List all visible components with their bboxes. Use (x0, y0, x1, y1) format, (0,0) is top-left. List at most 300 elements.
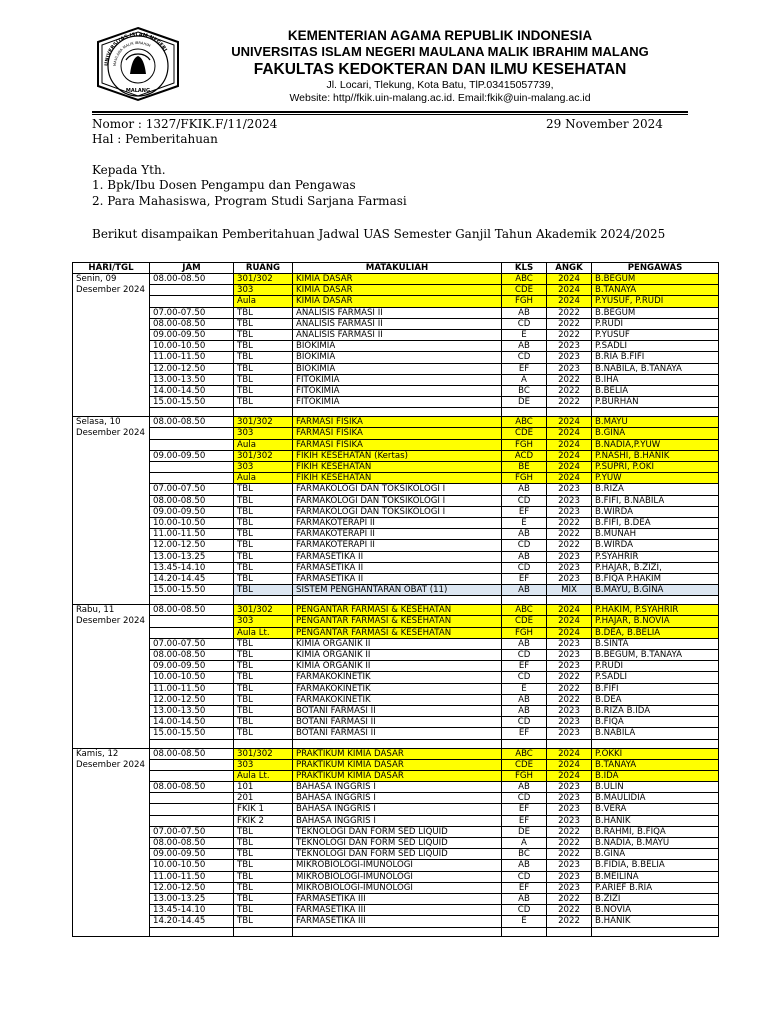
pengawas-cell: B.MEILINA (592, 871, 719, 882)
ruang-cell: TBL (234, 650, 293, 661)
matakuliah-cell: FIKIH KESEHATAN (293, 462, 502, 473)
table-row (73, 705, 719, 716)
pengawas-cell: B.HANIK (592, 916, 719, 927)
spacer-row (73, 739, 719, 748)
pengawas-cell: B.SINTA (592, 638, 719, 649)
matakuliah-cell: TEKNOLOGI DAN FORM SED LIQUID (293, 838, 502, 849)
matakuliah-cell: FITOKIMIA (293, 385, 502, 396)
matakuliah-cell: PENGANTAR FARMASI & KESEHATAN (293, 627, 502, 638)
ruang-cell: TBL (234, 562, 293, 573)
kls-cell: AB (502, 307, 547, 318)
kls-cell: EF (502, 573, 547, 584)
table-row (73, 551, 719, 562)
table-row (73, 804, 719, 815)
pengawas-cell: B.TANAYA (592, 285, 719, 296)
kls-cell: AB (502, 694, 547, 705)
letter-date: 29 November 2024 (546, 117, 663, 131)
table-row (73, 605, 719, 616)
ruang-cell: TBL (234, 871, 293, 882)
angk-cell: 2022 (547, 517, 592, 528)
ruang-cell: TBL (234, 385, 293, 396)
pengawas-cell: B.DEA, B.BELIA (592, 627, 719, 638)
kls-cell: CDE (502, 759, 547, 770)
ruang-cell: TBL (234, 893, 293, 904)
pengawas-cell: B.FIQA P.HAKIM (592, 573, 719, 584)
svg-text:MALANG: MALANG (125, 88, 151, 94)
pengawas-cell: P.RUDI (592, 318, 719, 329)
ruang-cell: TBL (234, 307, 293, 318)
table-row (73, 849, 719, 860)
jam-cell: 09.00-09.50 (150, 506, 234, 517)
table-row (73, 661, 719, 672)
angk-cell: 2023 (547, 363, 592, 374)
table-row (73, 329, 719, 340)
table-row (73, 318, 719, 329)
pengawas-cell: B.RIZA (592, 484, 719, 495)
angk-cell: 2024 (547, 616, 592, 627)
ruang-cell: TBL (234, 529, 293, 540)
kls-cell: AB (502, 782, 547, 793)
jam-cell: 13.00-13.50 (150, 705, 234, 716)
pengawas-cell: P.HAKIM, P.SYAHRIR (592, 605, 719, 616)
pengawas-cell: B.RIZA B.IDA (592, 705, 719, 716)
kls-cell: EF (502, 815, 547, 826)
kls-cell: AB (502, 860, 547, 871)
jam-cell: 11.00-11.50 (150, 683, 234, 694)
pengawas-cell: B.BEGUM, B.TANAYA (592, 650, 719, 661)
matakuliah-cell: FARMAKOTERAPI II (293, 517, 502, 528)
ruang-cell: FKIK 1 (234, 804, 293, 815)
angk-cell: 2023 (547, 551, 592, 562)
header-ruang: RUANG (234, 263, 293, 274)
pengawas-cell: P.HAJAR, B.NOVIA (592, 616, 719, 627)
ruang-cell: TBL (234, 329, 293, 340)
jam-cell: 13.00-13.25 (150, 551, 234, 562)
angk-cell: 2022 (547, 683, 592, 694)
pengawas-cell: B.WIRDA (592, 540, 719, 551)
ruang-cell: TBL (234, 638, 293, 649)
kls-cell: AB (502, 341, 547, 352)
pengawas-cell: P.RUDI (592, 661, 719, 672)
jam-cell: 15.00-15.50 (150, 585, 234, 596)
pengawas-cell: P.SUPRI, P.OKI (592, 462, 719, 473)
kls-cell: CDE (502, 285, 547, 296)
kls-cell: FGH (502, 770, 547, 781)
jam-cell: 14.00-14.50 (150, 717, 234, 728)
kls-cell: BE (502, 462, 547, 473)
empty-cell (502, 408, 547, 417)
matakuliah-cell: FARMAKOKINETIK (293, 694, 502, 705)
table-row (73, 439, 719, 450)
spacer-row (73, 596, 719, 605)
matakuliah-cell: PRAKTIKUM KIMIA DASAR (293, 748, 502, 759)
ruang-cell: TBL (234, 905, 293, 916)
ruang-cell: TBL (234, 683, 293, 694)
kls-cell: CD (502, 871, 547, 882)
table-row (73, 871, 719, 882)
table-row (73, 473, 719, 484)
table-row (73, 374, 719, 385)
jam-cell: 07.00-07.50 (150, 826, 234, 837)
ruang-cell: TBL (234, 506, 293, 517)
jam-cell: 13.45-14.10 (150, 562, 234, 573)
empty-cell (547, 596, 592, 605)
ruang-cell: TBL (234, 860, 293, 871)
kls-cell: A (502, 374, 547, 385)
jam-cell (150, 428, 234, 439)
kls-cell: AB (502, 705, 547, 716)
ruang-cell: TBL (234, 661, 293, 672)
jam-cell: 11.00-11.50 (150, 871, 234, 882)
angk-cell: 2023 (547, 352, 592, 363)
table-row (73, 815, 719, 826)
table-row (73, 307, 719, 318)
empty-cell (293, 927, 502, 936)
jam-cell: 08.00-08.50 (150, 782, 234, 793)
ruang-cell: TBL (234, 374, 293, 385)
matakuliah-cell: BIOKIMIA (293, 352, 502, 363)
matakuliah-cell: PRAKTIKUM KIMIA DASAR (293, 759, 502, 770)
table-row (73, 717, 719, 728)
pengawas-cell: P.HAJAR, B.ZIZI, (592, 562, 719, 573)
jam-cell (150, 804, 234, 815)
pengawas-cell: B.ZIZI (592, 893, 719, 904)
angk-cell: 2022 (547, 540, 592, 551)
kls-cell: AB (502, 529, 547, 540)
table-row (73, 274, 719, 285)
pengawas-cell: B.VERA (592, 804, 719, 815)
table-row (73, 793, 719, 804)
kls-cell: E (502, 329, 547, 340)
kls-cell: EF (502, 728, 547, 739)
jam-cell: 13.45-14.10 (150, 905, 234, 916)
kls-cell: E (502, 683, 547, 694)
jam-cell (150, 793, 234, 804)
header-rule (92, 111, 688, 113)
angk-cell: 2024 (547, 473, 592, 484)
matakuliah-cell: FARMAKOTERAPI II (293, 540, 502, 551)
ruang-cell: TBL (234, 705, 293, 716)
angk-cell: 2022 (547, 374, 592, 385)
pengawas-cell: B.FIDIA, B.BELIA (592, 860, 719, 871)
pengawas-cell: B.FIFI (592, 683, 719, 694)
matakuliah-cell: SISTEM PENGHANTARAN OBAT (11) (293, 585, 502, 596)
ruang-cell: TBL (234, 573, 293, 584)
kls-cell: EF (502, 661, 547, 672)
empty-cell (234, 408, 293, 417)
table-row (73, 694, 719, 705)
jam-cell: 08.00-08.50 (150, 417, 234, 428)
pengawas-cell: B.BELIA (592, 385, 719, 396)
matakuliah-cell: BOTANI FARMASI II (293, 728, 502, 739)
matakuliah-cell: FARMASETIKA II (293, 551, 502, 562)
svg-text:UNIVERSITAS ISLAM NEGERI: UNIVERSITAS ISLAM NEGERI (103, 31, 168, 67)
pengawas-cell: B.FIQA (592, 717, 719, 728)
pengawas-cell: P.YUSUF (592, 329, 719, 340)
table-row (73, 748, 719, 759)
angk-cell: 2024 (547, 274, 592, 285)
matakuliah-cell: KIMIA ORGANIK II (293, 638, 502, 649)
jam-cell: 07.00-07.50 (150, 484, 234, 495)
table-row (73, 397, 719, 408)
angk-cell: 2022 (547, 329, 592, 340)
pengawas-cell: B.BEGUM (592, 307, 719, 318)
letter-intro: Berikut disampaikan Pemberitahuan Jadwal UAS Semester Ganjil Tahun Akademik 2024/2025 (92, 227, 666, 241)
day-date-cell: Selasa, 10 Desember 2024 (73, 417, 150, 605)
empty-cell (502, 596, 547, 605)
kls-cell: FGH (502, 439, 547, 450)
svg-text:MAULANA MALIK IBRAHIM: MAULANA MALIK IBRAHIM (112, 40, 152, 67)
pengawas-cell: B.MUNAH (592, 529, 719, 540)
table-row (73, 428, 719, 439)
pengawas-cell: B.WIRDA (592, 506, 719, 517)
ruang-cell: TBL (234, 882, 293, 893)
angk-cell: 2024 (547, 285, 592, 296)
kls-cell: CD (502, 793, 547, 804)
table-row (73, 638, 719, 649)
table-row (73, 417, 719, 428)
pengawas-cell: P.SADLI (592, 672, 719, 683)
table-row (73, 616, 719, 627)
ruang-cell: TBL (234, 849, 293, 860)
table-row (73, 517, 719, 528)
ruang-cell: Aula (234, 296, 293, 307)
matakuliah-cell: FARMAKOLOGI DAN TOKSIKOLOGI I (293, 506, 502, 517)
matakuliah-cell: BIOKIMIA (293, 341, 502, 352)
angk-cell: 2024 (547, 417, 592, 428)
angk-cell: 2023 (547, 650, 592, 661)
matakuliah-cell: ANALISIS FARMASI II (293, 318, 502, 329)
header-matakuliah: MATAKULIAH (293, 263, 502, 274)
matakuliah-cell: FARMASI FISIKA (293, 417, 502, 428)
angk-cell: 2023 (547, 815, 592, 826)
jam-cell: 12.00-12.50 (150, 694, 234, 705)
table-row (73, 782, 719, 793)
kls-cell: EF (502, 804, 547, 815)
ruang-cell: TBL (234, 916, 293, 927)
table-row (73, 672, 719, 683)
pengawas-cell: P.YUW (592, 473, 719, 484)
matakuliah-cell: PRAKTIKUM KIMIA DASAR (293, 770, 502, 781)
ruang-cell: 301/302 (234, 274, 293, 285)
matakuliah-cell: KIMIA ORGANIK II (293, 661, 502, 672)
table-row (73, 683, 719, 694)
jam-cell: 14.00-14.50 (150, 385, 234, 396)
table-row (73, 506, 719, 517)
empty-cell (234, 927, 293, 936)
jam-cell: 08.00-08.50 (150, 274, 234, 285)
pengawas-cell: P.OKKI (592, 748, 719, 759)
matakuliah-cell: TEKNOLOGI DAN FORM SED LIQUID (293, 826, 502, 837)
pengawas-cell: P.ARIEF B.RIA (592, 882, 719, 893)
matakuliah-cell: FARMAKOLOGI DAN TOKSIKOLOGI I (293, 484, 502, 495)
table-row (73, 352, 719, 363)
jam-cell (150, 616, 234, 627)
jam-cell: 08.00-08.50 (150, 495, 234, 506)
empty-cell (547, 408, 592, 417)
matakuliah-cell: PENGANTAR FARMASI & KESEHATAN (293, 605, 502, 616)
matakuliah-cell: MIKROBIOLOGI-IMUNOLOGI (293, 882, 502, 893)
letterhead (0, 0, 768, 112)
ruang-cell: TBL (234, 540, 293, 551)
ruang-cell: TBL (234, 484, 293, 495)
header-angk: ANGK (547, 263, 592, 274)
kls-cell: ACD (502, 450, 547, 461)
ruang-cell: 301/302 (234, 605, 293, 616)
matakuliah-cell: BOTANI FARMASI II (293, 705, 502, 716)
empty-cell (150, 927, 234, 936)
table-row (73, 573, 719, 584)
ruang-cell: TBL (234, 694, 293, 705)
empty-cell (547, 739, 592, 748)
empty-cell (592, 927, 719, 936)
ruang-cell: TBL (234, 363, 293, 374)
angk-cell: 2022 (547, 694, 592, 705)
ruang-cell: Aula Lt. (234, 770, 293, 781)
matakuliah-cell: FARMAKOKINETIK (293, 672, 502, 683)
angk-cell: 2023 (547, 705, 592, 716)
day-date-cell: Kamis, 12 Desember 2024 (73, 748, 150, 936)
kls-cell: BC (502, 385, 547, 396)
kls-cell: CD (502, 352, 547, 363)
pengawas-cell: B.IDA (592, 770, 719, 781)
jam-cell: 11.00-11.50 (150, 352, 234, 363)
kls-cell: AB (502, 484, 547, 495)
matakuliah-cell: FARMASETIKA II (293, 573, 502, 584)
matakuliah-cell: BAHASA INGGRIS I (293, 793, 502, 804)
empty-cell (234, 739, 293, 748)
ruang-cell: TBL (234, 352, 293, 363)
ruang-cell: 303 (234, 759, 293, 770)
ruang-cell: 101 (234, 782, 293, 793)
kls-cell: DE (502, 397, 547, 408)
matakuliah-cell: MIKROBIOLOGI-IMUNOLOGI (293, 871, 502, 882)
ruang-cell: TBL (234, 585, 293, 596)
angk-cell: 2024 (547, 627, 592, 638)
angk-cell: 2024 (547, 748, 592, 759)
kls-cell: CD (502, 495, 547, 506)
angk-cell: 2022 (547, 385, 592, 396)
table-row (73, 905, 719, 916)
university-name: UNIVERSITAS ISLAM NEGERI MAULANA MALIK IBRAHIM MALANG (231, 44, 649, 59)
angk-cell: 2022 (547, 672, 592, 683)
spacer-row (73, 408, 719, 417)
jam-cell (150, 473, 234, 484)
angk-cell: 2023 (547, 341, 592, 352)
table-row (73, 341, 719, 352)
pengawas-cell: B.NOVIA (592, 905, 719, 916)
table-row (73, 285, 719, 296)
angk-cell: 2022 (547, 529, 592, 540)
table-row (73, 770, 719, 781)
matakuliah-cell: BAHASA INGGRIS I (293, 815, 502, 826)
jam-cell: 13.00-13.25 (150, 893, 234, 904)
ruang-cell: TBL (234, 826, 293, 837)
kls-cell: EF (502, 506, 547, 517)
address: Jl. Locari, Tlekung, Kota Batu, TlP.03415057739, (326, 79, 554, 91)
pengawas-cell: P.SADLI (592, 341, 719, 352)
kls-cell: FGH (502, 473, 547, 484)
jam-cell: 12.00-12.50 (150, 363, 234, 374)
exam-schedule-table (72, 262, 719, 937)
pengawas-cell: B.NADIA,P.YUW (592, 439, 719, 450)
matakuliah-cell: FARMASETIKA III (293, 916, 502, 927)
ruang-cell: 303 (234, 616, 293, 627)
kls-cell: CDE (502, 428, 547, 439)
angk-cell: 2022 (547, 397, 592, 408)
matakuliah-cell: ANALISIS FARMASI II (293, 329, 502, 340)
table-row (73, 728, 719, 739)
table-row (73, 363, 719, 374)
ruang-cell: 301/302 (234, 417, 293, 428)
angk-cell: MIX (547, 585, 592, 596)
angk-cell: 2023 (547, 782, 592, 793)
angk-cell: 2022 (547, 318, 592, 329)
kls-cell: FGH (502, 296, 547, 307)
angk-cell: 2022 (547, 307, 592, 318)
pengawas-cell: B.RAHMI, B.FIQA (592, 826, 719, 837)
letter-subject: Hal : Pemberitahuan (92, 132, 218, 146)
angk-cell: 2022 (547, 849, 592, 860)
pengawas-cell: B.IHA (592, 374, 719, 385)
angk-cell: 2023 (547, 871, 592, 882)
angk-cell: 2022 (547, 916, 592, 927)
kls-cell: CD (502, 650, 547, 661)
pengawas-cell: B.NABILA (592, 728, 719, 739)
jam-cell: 08.00-08.50 (150, 838, 234, 849)
table-row (73, 529, 719, 540)
empty-cell (592, 739, 719, 748)
ruang-cell: TBL (234, 341, 293, 352)
ruang-cell: FKIK 2 (234, 815, 293, 826)
jam-cell: 08.00-08.50 (150, 650, 234, 661)
recipient-2: 2. Para Mahasiswa, Program Studi Sarjana Farmasi (92, 194, 407, 208)
matakuliah-cell: PENGANTAR FARMASI & KESEHATAN (293, 616, 502, 627)
angk-cell: 2022 (547, 826, 592, 837)
jam-cell: 14.20-14.45 (150, 916, 234, 927)
ruang-cell: 301/302 (234, 748, 293, 759)
angk-cell: 2024 (547, 450, 592, 461)
jam-cell: 08.00-08.50 (150, 318, 234, 329)
kls-cell: DE (502, 826, 547, 837)
kls-cell: AB (502, 893, 547, 904)
kls-cell: ABC (502, 274, 547, 285)
pengawas-cell: B.HANIK (592, 815, 719, 826)
day-date-cell: Senin, 09 Desember 2024 (73, 274, 150, 417)
day-date-cell: Rabu, 11 Desember 2024 (73, 605, 150, 748)
jam-cell: 15.00-15.50 (150, 728, 234, 739)
table-row (73, 585, 719, 596)
table-row (73, 882, 719, 893)
angk-cell: 2024 (547, 296, 592, 307)
kls-cell: AB (502, 638, 547, 649)
pengawas-cell: B.TANAYA (592, 759, 719, 770)
matakuliah-cell: FIKIH KESEHATAN (293, 473, 502, 484)
matakuliah-cell: FARMASETIKA III (293, 905, 502, 916)
empty-cell (234, 596, 293, 605)
jam-cell: 09.00-09.50 (150, 849, 234, 860)
ruang-cell: Aula (234, 473, 293, 484)
pengawas-cell: P.BURHAN (592, 397, 719, 408)
jam-cell: 10.00-10.50 (150, 341, 234, 352)
pengawas-cell: B.RIA B.FIFI (592, 352, 719, 363)
empty-cell (547, 927, 592, 936)
kls-cell: EF (502, 363, 547, 374)
kls-cell: AB (502, 585, 547, 596)
table-row (73, 462, 719, 473)
angk-cell: 2024 (547, 770, 592, 781)
kls-cell: AB (502, 551, 547, 562)
